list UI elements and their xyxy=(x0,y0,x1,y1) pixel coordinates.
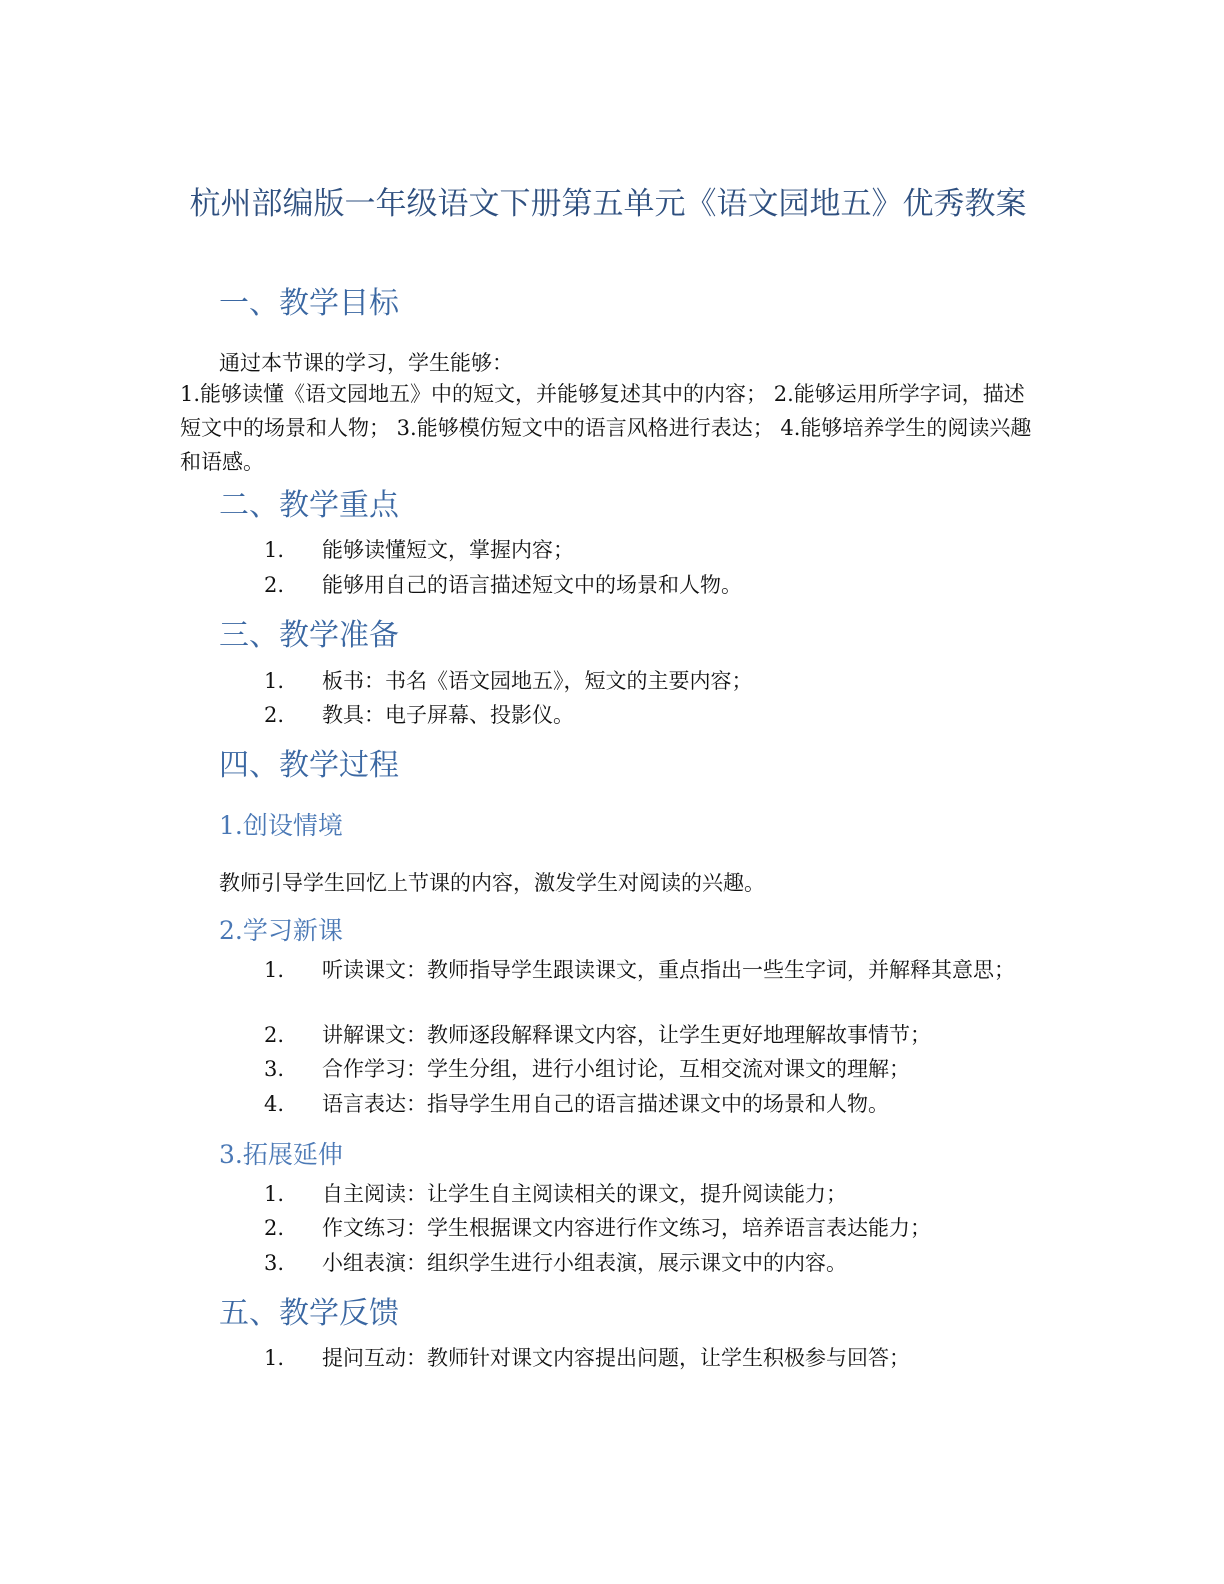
heading-feedback: 五、教学反馈 xyxy=(219,1296,399,1331)
list-text: 小组表演：组织学生进行小组表演，展示课文中的内容。 xyxy=(322,1251,847,1275)
document-title: 杭州部编版一年级语文下册第五单元《语文园地五》优秀教案 xyxy=(189,186,1027,222)
list-text: 能够读懂短文，掌握内容； xyxy=(322,538,574,562)
objectives-intro: 通过本节课的学习，学生能够： xyxy=(219,351,513,375)
subheading-extension: 3.拓展延伸 xyxy=(219,1140,343,1169)
list-text: 自主阅读：让学生自主阅读相关的课文，提升阅读能力； xyxy=(322,1182,847,1206)
list-number: 2. xyxy=(264,1216,285,1240)
heading-preparation: 三、教学准备 xyxy=(219,618,399,653)
list-number: 1. xyxy=(264,669,285,693)
list-item xyxy=(226,953,1046,987)
subheading-situation: 1.创设情境 xyxy=(219,811,343,840)
list-text: 提问互动：教师针对课文内容提出问题，让学生积极参与回答； xyxy=(322,1346,910,1370)
heading-process: 四、教学过程 xyxy=(219,748,399,783)
list-number: 1. xyxy=(264,1346,285,1370)
list-text: 能够用自己的语言描述短文中的场景和人物。 xyxy=(322,573,742,597)
list-item xyxy=(264,1052,910,1086)
list-number: 1. xyxy=(264,538,285,562)
list-item xyxy=(264,1087,889,1121)
list-number: 4. xyxy=(264,1092,285,1116)
list-text: 语言表达：指导学生用自己的语言描述课文中的场景和人物。 xyxy=(322,1092,889,1116)
list-item xyxy=(264,568,742,602)
list-number: 3. xyxy=(264,1251,285,1275)
list-number: 2. xyxy=(264,1023,285,1047)
list-item xyxy=(264,533,574,567)
list-item xyxy=(264,698,574,732)
list-item xyxy=(264,1177,847,1211)
list-item xyxy=(264,1246,847,1280)
subheading-new-lesson: 2.学习新课 xyxy=(219,916,343,945)
heading-key-points: 二、教学重点 xyxy=(219,488,399,523)
list-text: 板书：书名《语文园地五》，短文的主要内容； xyxy=(322,669,753,693)
list-number: 1. xyxy=(264,958,285,982)
objectives-body: 1.能够读懂《语文园地五》中的短文，并能够复述其中的内容； 2.能够运用所学字词，描述短文中的场景和人物； 3.能够模仿短文中的语言风格进行表达； 4.能够培养学生的阅读兴趣和语感。 xyxy=(180,382,1032,474)
list-number: 3. xyxy=(264,1057,285,1081)
situation-text: 教师引导学生回忆上节课的内容，激发学生对阅读的兴趣。 xyxy=(219,871,765,895)
list-text: 听读课文：教师指导学生跟读课文，重点指出一些生字词，并解释其意思； xyxy=(322,958,1015,982)
list-item xyxy=(264,1341,910,1375)
list-text: 教具：电子屏幕、投影仪。 xyxy=(322,703,574,727)
list-number: 2. xyxy=(264,703,285,727)
list-number: 1. xyxy=(264,1182,285,1206)
list-item xyxy=(264,664,753,698)
list-text: 合作学习：学生分组，进行小组讨论，互相交流对课文的理解； xyxy=(322,1057,910,1081)
list-item xyxy=(264,1211,931,1245)
list-text: 作文练习：学生根据课文内容进行作文练习，培养语言表达能力； xyxy=(322,1216,931,1240)
list-item xyxy=(264,1018,931,1052)
heading-objectives: 一、教学目标 xyxy=(219,286,399,321)
list-text: 讲解课文：教师逐段解释课文内容，让学生更好地理解故事情节； xyxy=(322,1023,931,1047)
list-number: 2. xyxy=(264,573,285,597)
